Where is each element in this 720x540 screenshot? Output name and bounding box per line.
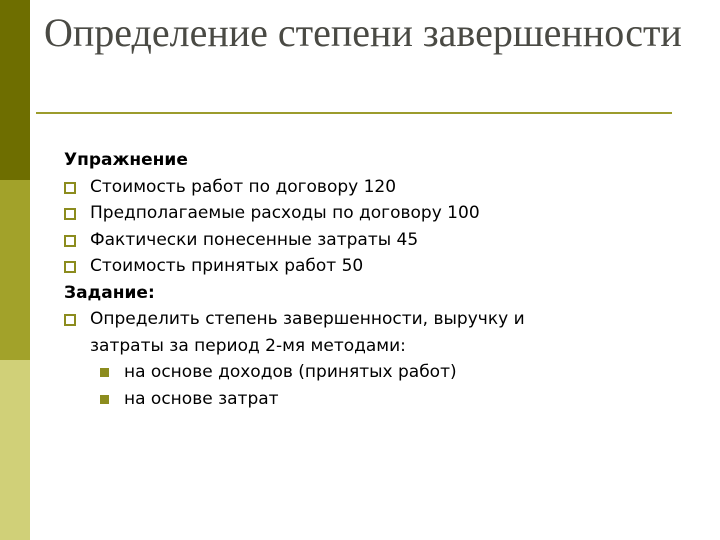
task-heading: Задание: xyxy=(64,282,155,303)
task-item-continuation: затраты за период 2-мя методами: xyxy=(90,335,406,356)
exercise-item xyxy=(64,200,664,227)
square-bullet-icon xyxy=(64,182,76,194)
exercise-heading: Упражнение xyxy=(64,150,188,170)
task-subitem xyxy=(64,386,664,413)
exercise-item-text: Предполагаемые расходы по договору 100 xyxy=(90,203,480,223)
exercise-item-text: Фактически понесенные затраты 45 xyxy=(90,229,419,250)
exercise-item-text: Стоимость принятых работ 50 xyxy=(90,256,364,276)
exercise-item xyxy=(64,253,664,280)
exercise-item xyxy=(64,227,664,254)
sidebar-stripe-dark xyxy=(0,0,30,180)
filled-square-bullet-icon xyxy=(100,368,109,377)
sidebar-stripe-light xyxy=(0,360,30,540)
task-subitem-text: на основе доходов (принятых работ) xyxy=(124,362,457,382)
task-subitem-text: на основе затрат xyxy=(124,388,279,409)
exercise-item xyxy=(64,174,664,201)
filled-square-bullet-icon xyxy=(100,395,109,404)
task-subitem xyxy=(64,359,664,386)
task-item-text: Определить степень завершенности, выручку и xyxy=(90,309,525,329)
square-bullet-icon xyxy=(64,208,76,220)
task-item xyxy=(64,306,664,333)
sidebar-stripe-mid xyxy=(0,180,30,360)
exercise-item-text: Стоимость работ по договору 120 xyxy=(90,176,397,197)
title-divider xyxy=(36,112,672,114)
square-bullet-icon xyxy=(64,314,76,326)
square-bullet-icon xyxy=(64,261,76,273)
slide-title: Определение степени завершенности xyxy=(44,10,682,55)
slide-body xyxy=(64,147,664,412)
square-bullet-icon xyxy=(64,235,76,247)
